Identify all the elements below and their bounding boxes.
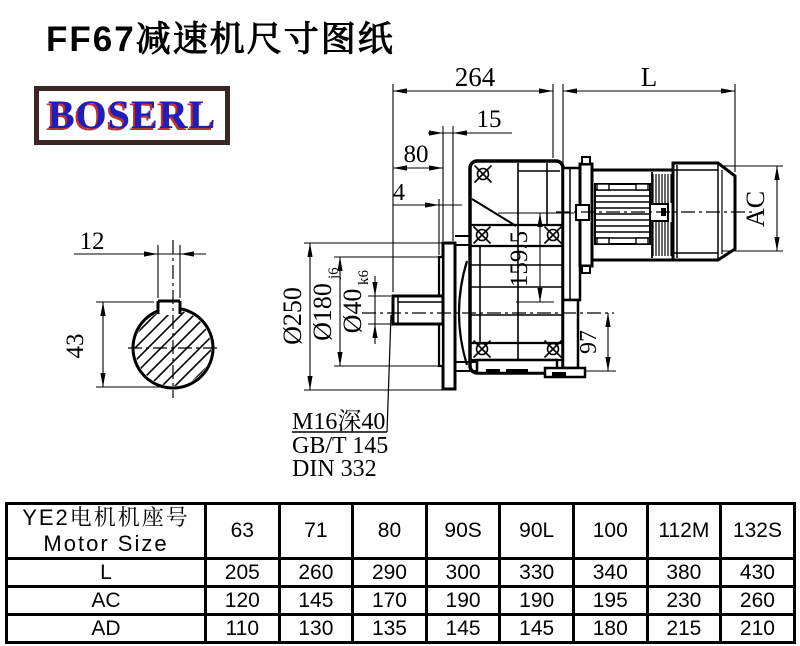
table-cell: 300 — [426, 559, 500, 587]
dim-4-label: 4 — [393, 180, 405, 206]
shaft-section-view — [80, 240, 268, 398]
table-cell: 290 — [353, 559, 427, 587]
motor-size-header — [7, 504, 206, 559]
row-label: AC — [7, 587, 206, 615]
brand-logo-text: BOSERL — [48, 92, 217, 137]
page-title: FF67减速机尺寸图纸 — [46, 20, 395, 59]
motor-view — [556, 157, 753, 273]
column-header: 71 — [279, 504, 353, 559]
dim-L — [563, 62, 735, 172]
dim-d40 — [338, 270, 391, 345]
table-header-row — [7, 504, 795, 559]
table-cell: 260 — [279, 559, 353, 587]
dim-80-label: 80 — [403, 141, 429, 168]
column-header: 90S — [426, 504, 500, 559]
column-header: 112M — [647, 504, 721, 559]
column-header: 132S — [721, 504, 795, 559]
table-cell: 190 — [426, 587, 500, 615]
row-label: L — [7, 559, 206, 587]
dim-159-5-label: 159.5 — [506, 230, 533, 288]
table-cell: 205 — [206, 559, 280, 587]
table-cell: 120 — [206, 587, 280, 615]
dim-15-label: 15 — [476, 106, 502, 133]
motor-size-table — [5, 502, 796, 644]
dim-d250-label: Ø250 — [278, 287, 307, 345]
column-header: 80 — [353, 504, 427, 559]
dim-12-label: 12 — [79, 228, 105, 255]
motor-size-header-en: Motor Size — [43, 531, 169, 556]
table-cell: 135 — [353, 615, 427, 643]
dim-keyway-width — [74, 228, 206, 298]
dim-AC-label: AC — [741, 190, 770, 228]
dim-264-label: 264 — [454, 62, 496, 92]
column-header: 63 — [206, 504, 280, 559]
table-cell: 430 — [721, 559, 795, 587]
table-row-AC — [7, 587, 795, 615]
dim-97-label: 97 — [576, 330, 602, 354]
table-cell: 110 — [206, 615, 280, 643]
table-cell: 260 — [721, 587, 795, 615]
table-cell: 130 — [279, 615, 353, 643]
table-cell: 145 — [279, 587, 353, 615]
table-cell: 195 — [573, 587, 647, 615]
table-cell: 180 — [573, 615, 647, 643]
table-cell: 170 — [353, 587, 427, 615]
table-cell: 210 — [721, 615, 795, 643]
table-cell: 330 — [500, 559, 574, 587]
motor-size-header-cn: YE2电机机座号 — [22, 505, 190, 530]
column-header: 100 — [573, 504, 647, 559]
dim-d40-label: Ø40 — [338, 288, 367, 334]
dim-80 — [393, 141, 443, 171]
table-cell: 190 — [500, 587, 574, 615]
thread-note-line1: M16深40 — [292, 409, 386, 435]
table-cell: 145 — [500, 615, 574, 643]
table-cell: 230 — [647, 587, 721, 615]
table-row-L — [7, 559, 795, 587]
dim-97 — [576, 313, 616, 371]
dim-L-label: L — [640, 62, 658, 92]
dim-43-label: 43 — [62, 333, 89, 359]
column-header: 90L — [500, 504, 574, 559]
row-label: AD — [7, 615, 206, 643]
dim-d40-tolerance: k6 — [356, 270, 372, 285]
thread-note-line3: DIN 332 — [292, 456, 377, 482]
dim-d180-label: Ø180 — [308, 283, 337, 341]
table-cell: 145 — [426, 615, 500, 643]
thread-note-line2: GB/T 145 — [292, 433, 389, 459]
table-cell: 340 — [573, 559, 647, 587]
table-row-AD — [7, 615, 795, 643]
table-cell: 380 — [647, 559, 721, 587]
dim-d180-tolerance: j6 — [326, 267, 342, 279]
table-cell: 215 — [647, 615, 721, 643]
